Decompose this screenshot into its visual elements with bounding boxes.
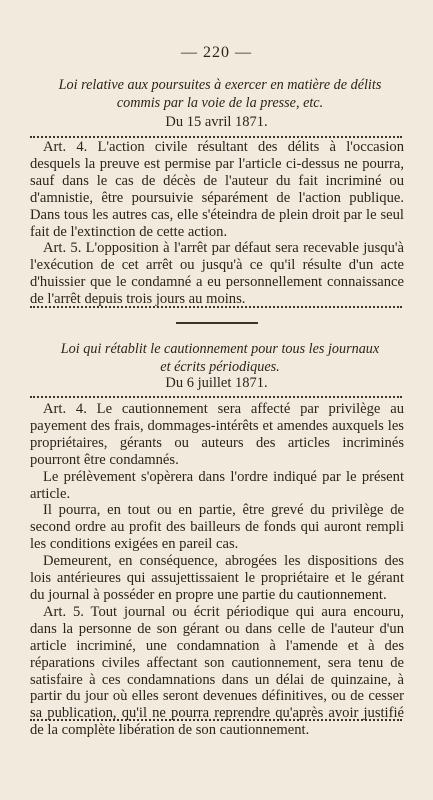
law-title-1 — [40, 76, 400, 112]
law-date-2: Du 6 juillet 1871. — [165, 375, 268, 391]
paragraph: Il pourra, en tout ou en partie, être grevé du privilège de second ordre au profit des bailleurs de fonds qui auront rempli les conditions exigées en pareil cas. — [30, 502, 404, 553]
dotted-separator — [30, 136, 402, 138]
dotted-separator — [30, 306, 402, 308]
law-title-2 — [40, 340, 400, 376]
section-rule — [176, 322, 258, 324]
paragraph: Art. 5. Tout journal ou écrit périodique qui aura encouru, dans la personne de son gérant ou dans celle de l'auteur d'un article incriminé, une condamnation à l'amende et à des réparations civiles affectant son cautionnement, sera tenu de satisfaire à ces condamnations dans un délai de quinzaine, à partir du jour où elles seront devenues définitives, ou de cesser sa publication, qu'il ne pourra reprendre qu'après avoir justifié de la complète libération de son cautionnement. — [30, 603, 404, 739]
law-title-1-line-2: commis par la voie de la presse, etc. — [116, 95, 324, 111]
paragraph: Art. 4. Le cautionnement sera affecté par privilège au payement des frais, dommages-intérêts et amendes auxquels les propriétaires, gérants ou auteurs des articles incriminés pourront être condamnés. — [30, 401, 404, 468]
law-title-1-line-1: Loi relative aux poursuites à exercer en matière de délits — [58, 77, 382, 93]
paragraph: Art. 4. L'action civile résultant des délits à l'occasion desquels la preuve est permise par l'article ci-dessus ne pourra, sauf dans le cas de décès de l'auteur du fait incriminé ou d'amnistie, être poursuivie séparément de l'action publique. Dans tous les autres cas, elle s'éteindra de plein droit par le seul fait de l'extinction de cette action. — [30, 139, 404, 240]
dotted-separator — [30, 719, 402, 721]
dotted-separator — [30, 396, 402, 398]
section-2-text — [30, 401, 404, 739]
section-1-text — [30, 139, 404, 308]
law-title-2-line-1: Loi qui rétablit le cautionnement pour tous les journaux — [60, 341, 380, 357]
page-number: — 220 — — [181, 44, 252, 61]
paragraph: Art. 5. L'opposition à l'arrêt par défaut sera recevable jusqu'à l'exécution de cet arrêt ou jusqu'à ce qu'il résulte d'un acte d'huissier que le condamné a eu personnellement connaissance de l'arrêt depuis trois jours au moins. — [30, 240, 404, 308]
paragraph: Demeurent, en conséquence, abrogées les dispositions des lois antérieures qui assujettissaient le propriétaire et le gérant du journal à posséder en propre une partie du cautionnement. — [30, 553, 404, 603]
law-date-1: Du 15 avril 1871. — [165, 114, 268, 130]
law-title-2-line-2: et écrits périodiques. — [160, 359, 280, 375]
paragraph: Le prélèvement s'opèrera dans l'ordre indiqué par le présent article. — [30, 468, 404, 502]
